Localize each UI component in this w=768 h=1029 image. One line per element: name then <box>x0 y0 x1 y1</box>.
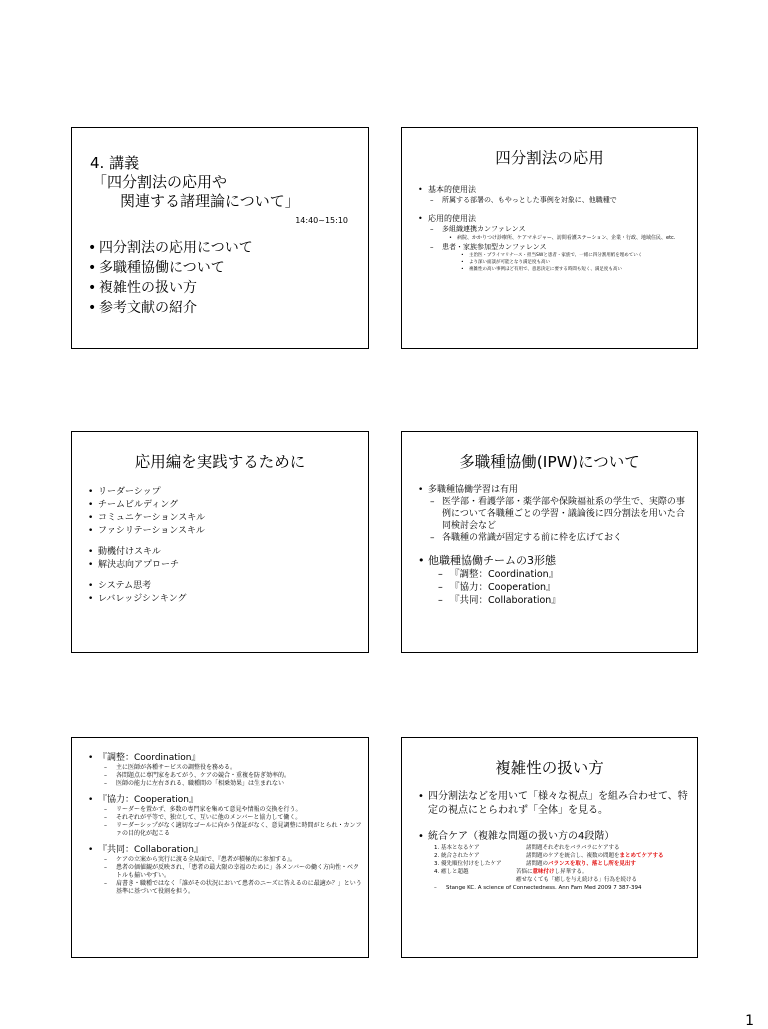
lecture-time: 14:40~15:10 <box>295 216 348 225</box>
skill-item: • ファシリテーションスキル <box>86 525 205 538</box>
conference-2-detail: • 主治医・プライマリナース・担当SWと患者・家族で、一緒に四分割用紙を埋めていく <box>460 252 692 259</box>
slide-four-box-application <box>401 127 698 349</box>
topic-item: • 多職種協働について <box>86 258 253 278</box>
conference-1-detail: • 病院、かかりつけ診療所、ケアマネジャー、訪問看護ステーション、企業・行政、地域住民、etc. <box>448 234 692 242</box>
skill-item: • 動機付けスキル <box>86 546 205 559</box>
slide5-body <box>86 752 364 896</box>
ipw-bullet-2: • 他職種協働チームの3形態 <box>416 554 692 568</box>
team-form: – 『共同：Collaboration』 <box>438 594 692 607</box>
slide6-body <box>416 790 694 892</box>
form-detail: – 各問題点に専門家をあてがう、ケアの競合・重複を防ぎ効率的。 <box>104 772 364 780</box>
slide-title: 応用編を実践するために <box>134 453 306 471</box>
slide2-body <box>416 184 692 273</box>
step-label: 1. 基本となるケア <box>434 845 480 851</box>
step-label: 2. 統合されたケア <box>434 853 480 859</box>
step-label: 4. 癒しと超越 <box>434 869 469 875</box>
care-step-4-cont <box>416 876 694 884</box>
step-desc: 癒せなくても「癒しを与え続ける」行為を続ける <box>516 877 638 883</box>
care-step-4 <box>416 868 694 876</box>
step-highlight: バランスを取り、落とし所を見出す <box>548 861 636 867</box>
slide-complexity <box>401 737 698 958</box>
slide1-heading <box>90 154 300 211</box>
skill-item: • レバレッジシンキング <box>86 593 205 606</box>
page-number: 1 <box>745 1013 754 1029</box>
complexity-bullet-2: • 統合ケア（複雑な問題の扱い方の4段階） <box>416 830 694 844</box>
form-detail: – 医師の能力に左右される、職種間の「相乗効果」は生まれない <box>104 780 364 788</box>
form-detail: – 肩書き・職種ではなく「誰がその状況において患者のニーズに答えるのに最適か？」という基準に基づいて役割を担う。 <box>104 880 364 896</box>
form-heading: • 『調整：Coordination』 <box>86 752 364 764</box>
skill-item: • 解決志向アプローチ <box>86 559 205 572</box>
heading-line2: 「四分割法の応用や <box>92 173 228 191</box>
conference-2-detail: • 複雑性の高い事例ほど有用で、意思決定に要する時間も短く、満足度も高い <box>460 266 692 273</box>
heading-line1: 4. 講義 <box>90 154 140 172</box>
team-form: – 『協力：Cooperation』 <box>438 581 692 594</box>
step-desc: 苦悩に <box>516 869 533 875</box>
step-desc: し昇華する。 <box>554 869 588 875</box>
ipw-detail: – 医学部・看護学部・薬学部や保険福祉系の学生で、実際の事例について各職種ごとの学習・議論後に四分割法を用いた合同検討会など <box>430 496 692 532</box>
topic-item: • 参考文献の紹介 <box>86 298 253 318</box>
slide-title: 複雑性の扱い方 <box>495 759 604 777</box>
skill-list <box>86 486 205 606</box>
slide-title: 四分割法の応用 <box>495 149 604 167</box>
skill-item: • チームビルディング <box>86 499 205 512</box>
topic-list <box>86 238 253 318</box>
slide-title: 多職種協働(IPW)について <box>459 453 640 471</box>
conference-type-1: – 多組織連携カンファレンス <box>430 224 692 234</box>
form-heading: • 『協力：Cooperation』 <box>86 794 364 806</box>
form-detail: – ケアの立案から実行に渡る全局面で、『患者が積極的に参加する』。 <box>104 856 364 864</box>
step-desc: 諸問題それぞれをバラバラにケアする <box>526 845 620 851</box>
care-step-3 <box>416 860 694 868</box>
form-heading: • 『共同：Collaboration』 <box>86 844 364 856</box>
team-form: – 『調整：Coordination』 <box>438 568 692 581</box>
care-step-2 <box>416 852 694 860</box>
topic-item: • 複雑性の扱い方 <box>86 278 253 298</box>
slide-team-forms-detail <box>71 737 369 958</box>
step-highlight: 意味付け <box>532 869 555 875</box>
form-detail: – リーダーシップがなく適切なゴールに向かう保証がなく、意見調整に時間がとられ・カンファの目的化が起こる <box>104 822 364 838</box>
form-detail: – それぞれが平等で、独立して、互いに他のメンバーと協力して働く。 <box>104 814 364 822</box>
form-detail: – 主に医師が各種サービスの調整役を務める。 <box>104 764 364 772</box>
slide-ipw <box>401 431 698 653</box>
step-desc: 諸問題のケアを統合し、複数の問題を <box>526 853 620 859</box>
form-detail: – リーダーを置かず、多数の専門家を集めて意見や情報の交換を行う。 <box>104 806 364 814</box>
skill-item: • コミュニケーションスキル <box>86 512 205 525</box>
step-desc: 諸問題の <box>526 861 549 867</box>
step-label: 3. 優先順位付けをしたケア <box>434 861 502 867</box>
conference-2-detail: • より深い面談が可能となり満足度も高い <box>460 259 692 266</box>
skill-item: • システム思考 <box>86 580 205 593</box>
basic-usage-detail: – 所属する部署の、もやっとした事例を対象に、他職種で <box>430 195 692 205</box>
step-highlight: まとめてケアする <box>619 853 664 859</box>
topic-item: • 四分割法の応用について <box>86 238 253 258</box>
skill-item: • リーダーシップ <box>86 486 205 499</box>
form-detail: – 患者の価値観が反映され、「患者の最大限の幸福のために」各メンバーの働く方向性・ベクトルも揃いやすい。 <box>104 864 364 880</box>
conference-type-2: – 患者・家族参加型カンファレンス <box>430 242 692 252</box>
ipw-detail: – 各職種の常識が固定する前に枠を広げておく <box>430 532 692 544</box>
citation: – Stange KC. A science of Connectedness. Ann Fam Med 2009 7 387-394 <box>434 884 694 892</box>
ipw-bullet-1: • 多職種協働学習は有用 <box>416 484 692 496</box>
care-step-1 <box>416 844 694 852</box>
slide-practice-skills <box>71 431 369 653</box>
slide-lecture-overview <box>71 127 369 349</box>
applied-usage: • 応用的使用法 <box>416 213 692 224</box>
complexity-bullet-1: • 四分割法などを用いて「様々な視点」を組み合わせて、特定の視点にとらわれず「全体」を見る。 <box>416 790 694 818</box>
heading-line3: 関連する諸理論について」 <box>120 192 300 210</box>
basic-usage: • 基本的使用法 <box>416 184 692 195</box>
slide4-body <box>416 484 692 607</box>
